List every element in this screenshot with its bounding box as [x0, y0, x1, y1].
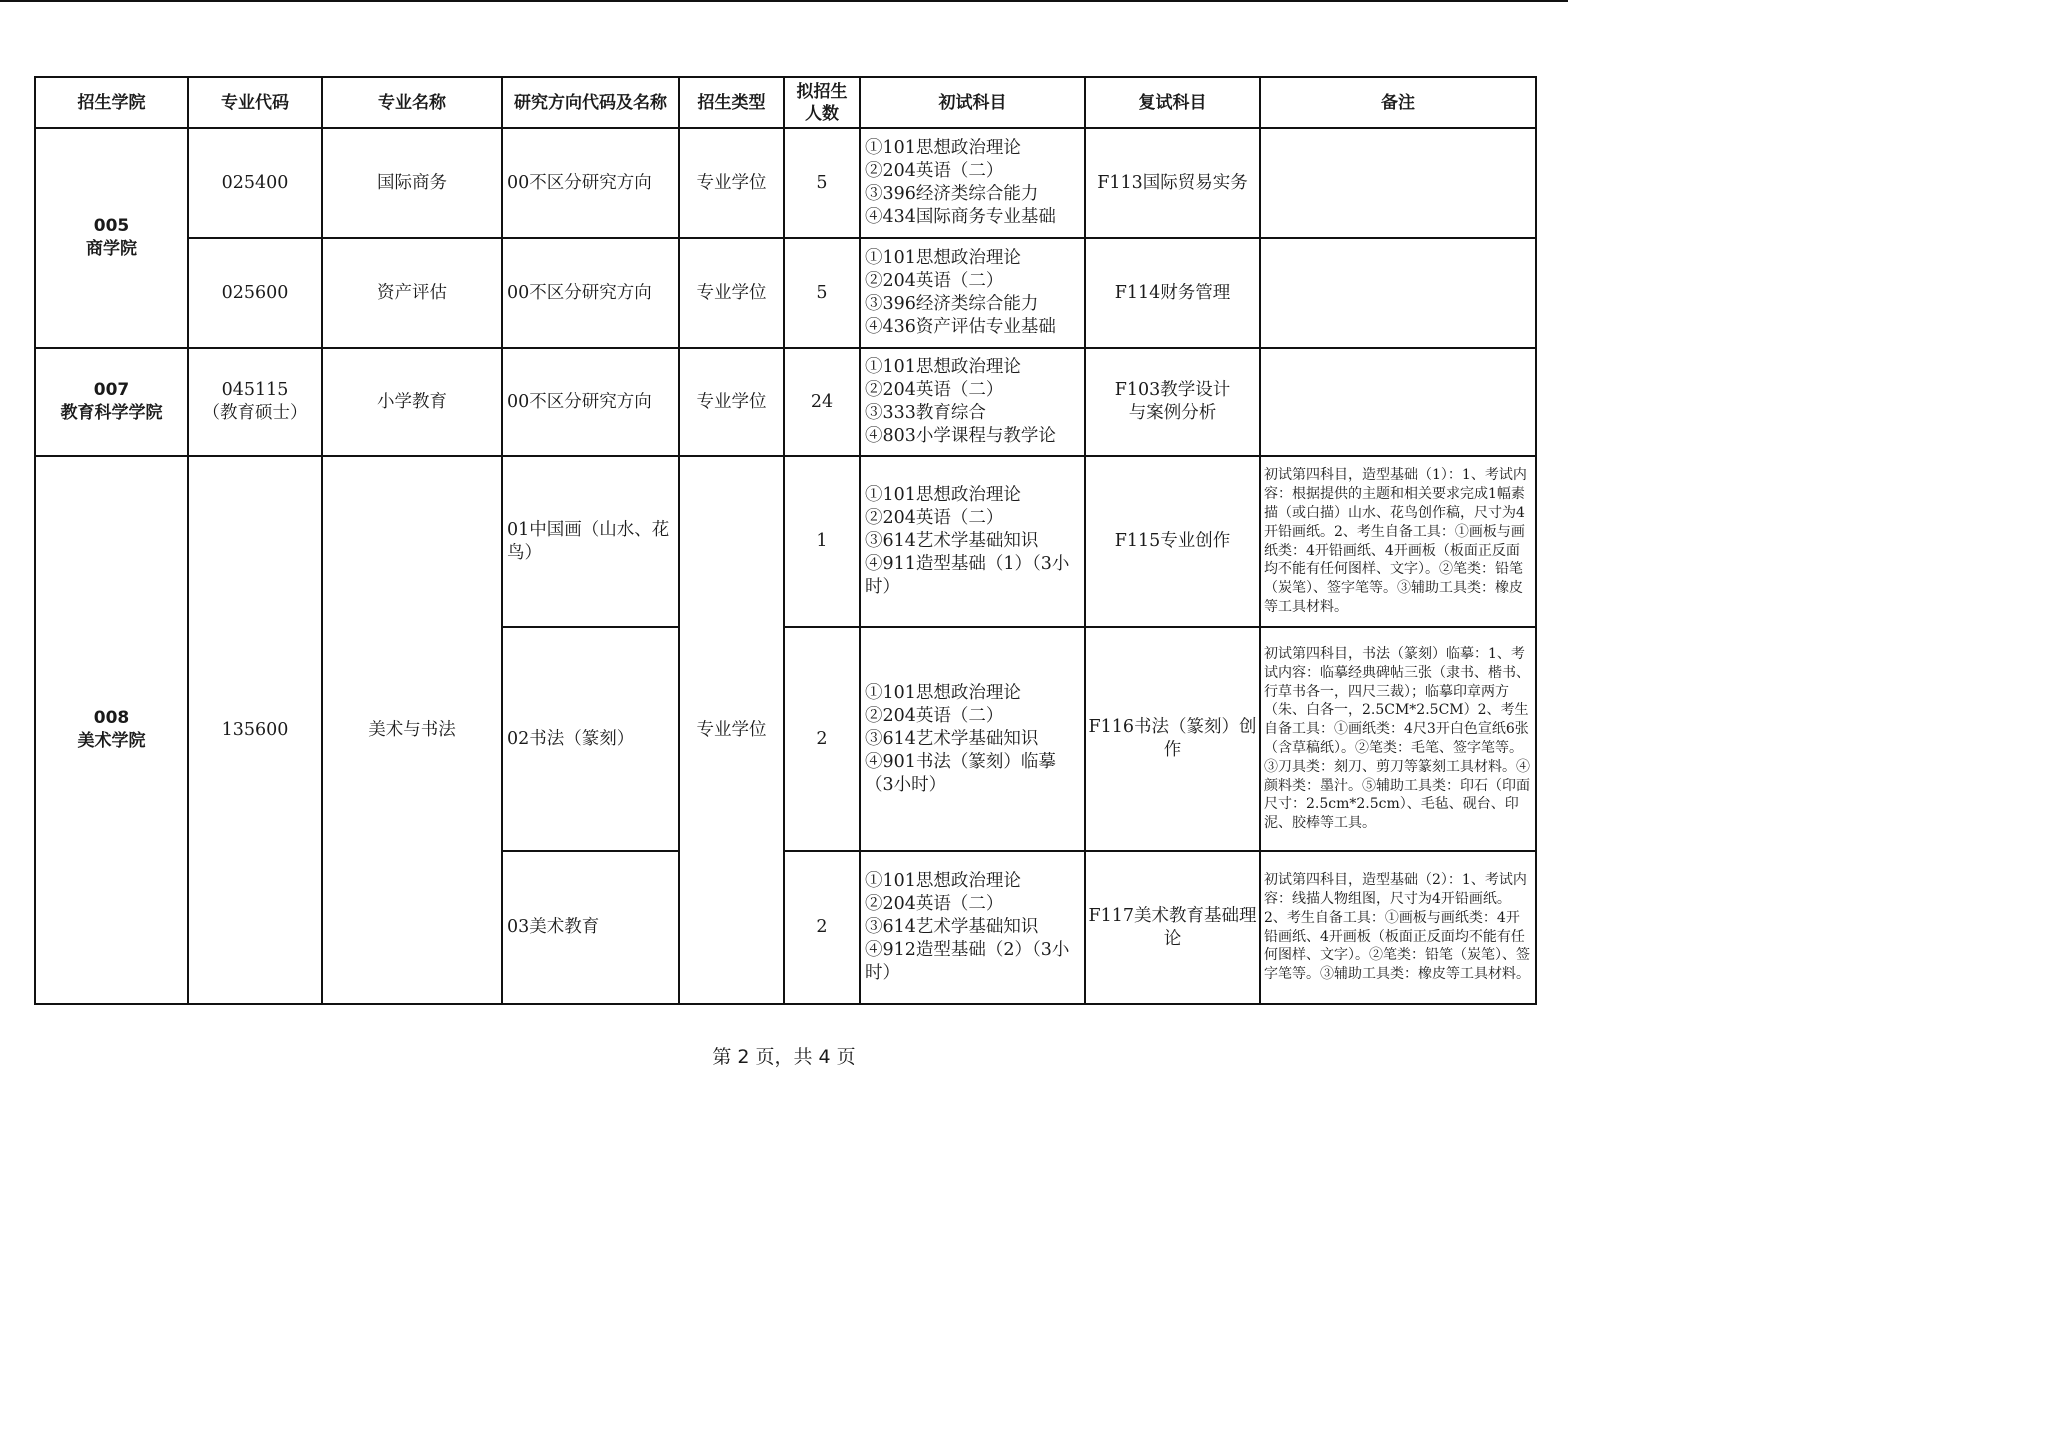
subject-item: ③614艺术学基础知识	[865, 531, 1039, 551]
major-code	[188, 348, 322, 456]
page-footer: 第 2 页，共 4 页	[712, 1046, 856, 1068]
enrollment-type: 专业学位	[679, 348, 784, 456]
subject-item: ①101思想政治理论	[865, 357, 1021, 377]
quota: 24	[784, 348, 860, 456]
table-row	[35, 128, 1536, 238]
header-major-name: 专业名称	[322, 77, 502, 128]
subject-item: ④912造型基础（2）（3小时）	[865, 940, 1070, 983]
notes: 初试第四科目，书法（篆刻）临摹：1、考试内容：临摹经典碑帖三张（隶书、楷书、行草书各一，四尺三裁）；临摹印章两方（朱、白各一，2.5CM*2.5CM）2、考生自备工具：①画纸类：4尺3开白色宣纸6张（含草稿纸）。②笔类：毛笔、签字笔等。③刀具类：刻刀、剪刀等篆刻工具材料。④颜料类：墨汁。⑤辅助工具类：印石（印面尺寸：2.5cm*2.5cm）、毛毡、砚台、印泥、胶棒等工具。	[1260, 627, 1536, 851]
retest-subject: F116书法（篆刻）创作	[1085, 627, 1260, 851]
notes	[1260, 128, 1536, 238]
initial-subjects	[860, 238, 1085, 348]
major-name: 小学教育	[322, 348, 502, 456]
enrollment-type: 专业学位	[679, 128, 784, 238]
header-retest-subjects: 复试科目	[1085, 77, 1260, 128]
retest-line: F103教学设计	[1114, 380, 1231, 400]
header-notes: 备注	[1260, 77, 1536, 128]
notes	[1260, 238, 1536, 348]
initial-subjects	[860, 627, 1085, 851]
retest-line: 与案例分析	[1128, 403, 1217, 423]
quota: 1	[784, 456, 860, 627]
major-code: 025600	[188, 238, 322, 348]
research-direction: 00不区分研究方向	[502, 348, 679, 456]
research-direction: 01中国画（山水、花鸟）	[502, 456, 679, 627]
subject-item: ①101思想政治理论	[865, 871, 1021, 891]
subject-item: ④911造型基础（1）（3小时）	[865, 554, 1070, 597]
table-row	[35, 348, 1536, 456]
college-name: 美术学院	[77, 731, 146, 751]
college-code: 007	[93, 380, 130, 400]
enrollment-type: 专业学位	[679, 238, 784, 348]
enrollment-type: 专业学位	[679, 456, 784, 1004]
subject-item: ②204英语（二）	[865, 161, 1004, 181]
retest-subject: F114财务管理	[1085, 238, 1260, 348]
initial-subjects	[860, 456, 1085, 627]
research-direction: 00不区分研究方向	[502, 238, 679, 348]
notes: 初试第四科目，造型基础（2）：1、考试内容：线描人物组图，尺寸为4开铅画纸。2、考生自备工具：①画板与画纸类：4开铅画纸、4开画板（板面正反面均不能有任何图样、文字）。②笔类：铅笔（炭笔）、签字笔等。③辅助工具类：橡皮等工具材料。	[1260, 851, 1536, 1004]
subject-item: ②204英语（二）	[865, 705, 1004, 726]
research-direction: 00不区分研究方向	[502, 128, 679, 238]
retest-subject: F113国际贸易实务	[1085, 128, 1260, 238]
initial-subjects	[860, 851, 1085, 1004]
college-code: 008	[93, 708, 130, 728]
major-code-value: 045115	[221, 380, 289, 400]
major-code: 135600	[188, 456, 322, 1004]
quota: 5	[784, 238, 860, 348]
enrollment-catalog-table	[34, 76, 1537, 1005]
subject-item: ③333教育综合	[865, 403, 986, 423]
college-name: 教育科学学院	[60, 403, 163, 423]
subject-item: ①101思想政治理论	[865, 138, 1021, 158]
header-initial-subjects: 初试科目	[860, 77, 1085, 128]
retest-subject: F115专业创作	[1085, 456, 1260, 627]
subject-item: ③396经济类综合能力	[865, 294, 1039, 314]
major-name: 国际商务	[322, 128, 502, 238]
top-border-rule	[0, 0, 1568, 2]
notes	[1260, 348, 1536, 456]
subject-item: ④803小学课程与教学论	[865, 426, 1056, 446]
header-row	[35, 77, 1536, 128]
header-direction: 研究方向代码及名称	[502, 77, 679, 128]
subject-item: ①101思想政治理论	[865, 485, 1021, 505]
subject-item: ①101思想政治理论	[865, 682, 1021, 703]
subject-item: ④434国际商务专业基础	[865, 207, 1056, 227]
subject-item: ③614艺术学基础知识	[865, 917, 1039, 937]
research-direction: 02书法（篆刻）	[502, 627, 679, 851]
subject-item: ③614艺术学基础知识	[865, 728, 1039, 749]
major-name: 资产评估	[322, 238, 502, 348]
subject-item: ②204英语（二）	[865, 380, 1004, 400]
header-quota: 拟招生人数	[784, 77, 860, 128]
subject-item: ②204英语（二）	[865, 508, 1004, 528]
college-code: 005	[93, 216, 130, 236]
subject-item: ③396经济类综合能力	[865, 184, 1039, 204]
subject-item: ②204英语（二）	[865, 894, 1004, 914]
retest-subject	[1085, 348, 1260, 456]
header-major-code: 专业代码	[188, 77, 322, 128]
major-name: 美术与书法	[322, 456, 502, 1004]
subject-item: ④436资产评估专业基础	[865, 317, 1056, 337]
quota: 2	[784, 627, 860, 851]
initial-subjects	[860, 348, 1085, 456]
subject-item: ④901书法（篆刻）临摹（3小时）	[865, 751, 1056, 795]
college-cell-005	[35, 128, 188, 348]
college-name: 商学院	[86, 239, 137, 259]
table-row	[35, 456, 1536, 627]
subject-item: ②204英语（二）	[865, 271, 1004, 291]
research-direction: 03美术教育	[502, 851, 679, 1004]
header-college: 招生学院	[35, 77, 188, 128]
initial-subjects	[860, 128, 1085, 238]
subject-item: ①101思想政治理论	[865, 248, 1021, 268]
college-cell-008	[35, 456, 188, 1004]
header-type: 招生类型	[679, 77, 784, 128]
notes: 初试第四科目，造型基础（1）：1、考试内容：根据提供的主题和相关要求完成1幅素描（或白描）山水、花鸟创作稿，尺寸为4开铅画纸。2、考生自备工具：①画板与画纸类：4开铅画纸、4开画板（板面正反面均不能有任何图样、文字）。②笔类：铅笔（炭笔）、签字笔等。③辅助工具类：橡皮等工具材料。	[1260, 456, 1536, 627]
table-row	[35, 238, 1536, 348]
retest-subject: F117美术教育基础理论	[1085, 851, 1260, 1004]
college-cell-007	[35, 348, 188, 456]
quota: 2	[784, 851, 860, 1004]
major-code-note: （教育硕士）	[202, 403, 308, 423]
quota: 5	[784, 128, 860, 238]
major-code: 025400	[188, 128, 322, 238]
